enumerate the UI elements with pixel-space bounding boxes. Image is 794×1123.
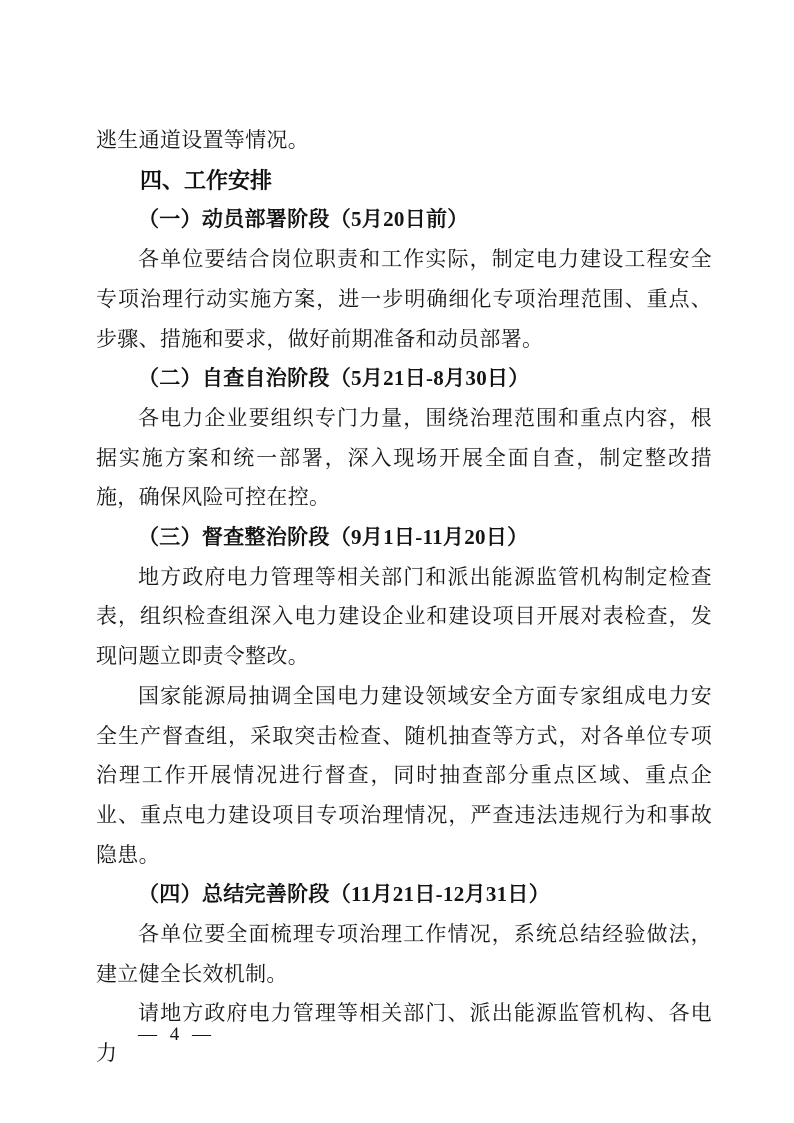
page-number: — 4 — (138, 1024, 215, 1045)
section-heading-work-arrangement: 四、工作安排 (140, 167, 273, 193)
paragraph-mobilization: 各单位要结合岗位职责和工作实际，制定电力建设工程安全专项治理行动实施方案，进一步明确细化专项治理范围、重点、步骤、措施和要求，做好前期准备和动员部署。 (96, 247, 712, 351)
paragraph-summary: 各单位要全面梳理专项治理工作情况，系统总结经验做法，建立健全长效机制。 (96, 922, 712, 986)
paragraph-request-continuation: 请地方政府电力管理等相关部门、派出能源监管机构、各电力 (96, 1001, 712, 1066)
paragraph-self-inspection: 各电力企业要组织专门力量，围绕治理范围和重点内容，根据实施方案和统一部署，深入现场开展全面自查，制定整改措施，确保风险可控在控。 (96, 405, 712, 510)
subsection-heading-summary-phase: （四）总结完善阶段（11月21日-12月31日） (138, 882, 551, 907)
paragraph-supervision-local-government: 地方政府电力管理等相关部门和派出能源监管机构制定检查表，组织检查组深入电力建设企业和建设项目开展对表检查，发现问题立即责令整改。 (96, 564, 712, 669)
subsection-heading-supervision-phase: （三）督查整治阶段（9月1日-11月20日） (138, 525, 529, 550)
continuation-paragraph: 逃生通道设置等情况。 (96, 128, 309, 152)
subsection-heading-self-inspection-phase: （二）自查自治阶段（5月21日-8月30日） (138, 366, 530, 391)
subsection-heading-mobilization-phase: （一）动员部署阶段（5月20日前） (138, 207, 469, 232)
document-content (96, 121, 712, 1074)
paragraph-supervision-national-energy: 国家能源局抽调全国电力建设领域安全方面专家组成电力安全生产督查组，采取突击检查、随机抽查等方式，对各单位专项治理工作开展情况进行督查，同时抽查部分重点区域、重点企业、重点电力建设项目专项治理情况，严查违法违规行为和事故隐患。 (96, 683, 712, 867)
